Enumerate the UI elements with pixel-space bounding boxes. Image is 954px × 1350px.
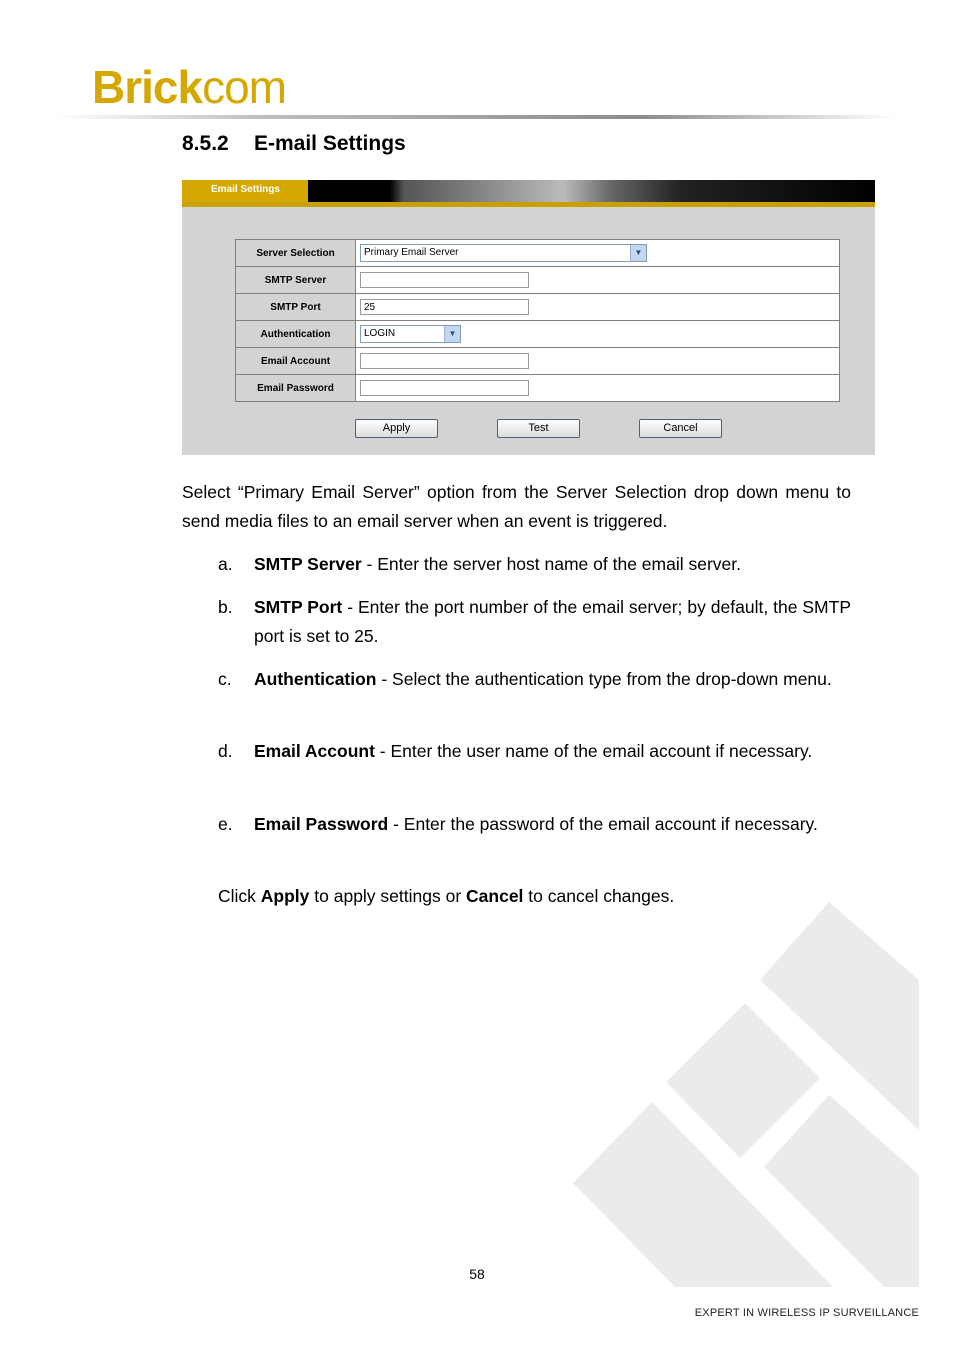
smtp-server-input[interactable] <box>360 272 529 288</box>
row-authentication <box>236 321 840 348</box>
tab-email-settings[interactable]: Email Settings <box>182 180 308 202</box>
page-number: 58 <box>469 1266 485 1282</box>
test-button[interactable]: Test <box>497 419 580 438</box>
label-authentication: Authentication <box>236 321 356 348</box>
cancel-button[interactable]: Cancel <box>639 419 722 438</box>
email-settings-form <box>235 239 840 402</box>
label-smtp-port: SMTP Port <box>236 294 356 321</box>
label-email-account: Email Account <box>236 348 356 375</box>
section-heading <box>182 132 406 156</box>
section-title: E-mail Settings <box>254 132 406 155</box>
email-settings-panel <box>182 180 875 455</box>
list-item: c. Authentication - Select the authentication type from the drop-down menu. <box>218 669 832 689</box>
row-email-password <box>236 375 840 402</box>
chevron-down-icon: ▼ <box>630 245 646 261</box>
brickcom-logo: Brickcom <box>92 61 286 113</box>
section-number: 8.5.2 <box>182 132 229 155</box>
email-account-input[interactable] <box>360 353 529 369</box>
row-server-selection <box>236 240 840 267</box>
smtp-port-input[interactable]: 25 <box>360 299 529 315</box>
apply-button[interactable]: Apply <box>355 419 438 438</box>
list-item: d. Email Account - Enter the user name of the email account if necessary. <box>218 741 813 761</box>
list-item: a. SMTP Server - Enter the server host name of the email server. <box>218 554 741 574</box>
row-email-account <box>236 348 840 375</box>
label-smtp-server: SMTP Server <box>236 267 356 294</box>
email-password-input[interactable] <box>360 380 529 396</box>
chevron-down-icon: ▼ <box>444 326 460 342</box>
list-item: b. SMTP Port - Enter the port number of the email server; by default, the SMTP port is set to 25. <box>218 597 851 646</box>
list-item: e. Email Password - Enter the password of the email account if necessary. <box>218 814 818 834</box>
label-server-selection: Server Selection <box>236 240 356 267</box>
row-smtp-server <box>236 267 840 294</box>
label-email-password: Email Password <box>236 375 356 402</box>
header-divider <box>55 115 895 119</box>
intro-paragraph: Select “Primary Email Server” option from the Server Selection drop down menu to send media files to an email server when an event is triggered. <box>182 482 851 531</box>
row-smtp-port <box>236 294 840 321</box>
closing-instruction: Click Apply to apply settings or Cancel to cancel changes. <box>218 886 675 906</box>
authentication-select[interactable]: LOGIN ▼ <box>360 325 461 343</box>
panel-accent-line <box>182 202 875 207</box>
server-selection-select[interactable]: Primary Email Server ▼ <box>360 244 647 262</box>
footer-tagline: EXPERT IN WIRELESS IP SURVEILLANCE <box>694 1307 919 1319</box>
